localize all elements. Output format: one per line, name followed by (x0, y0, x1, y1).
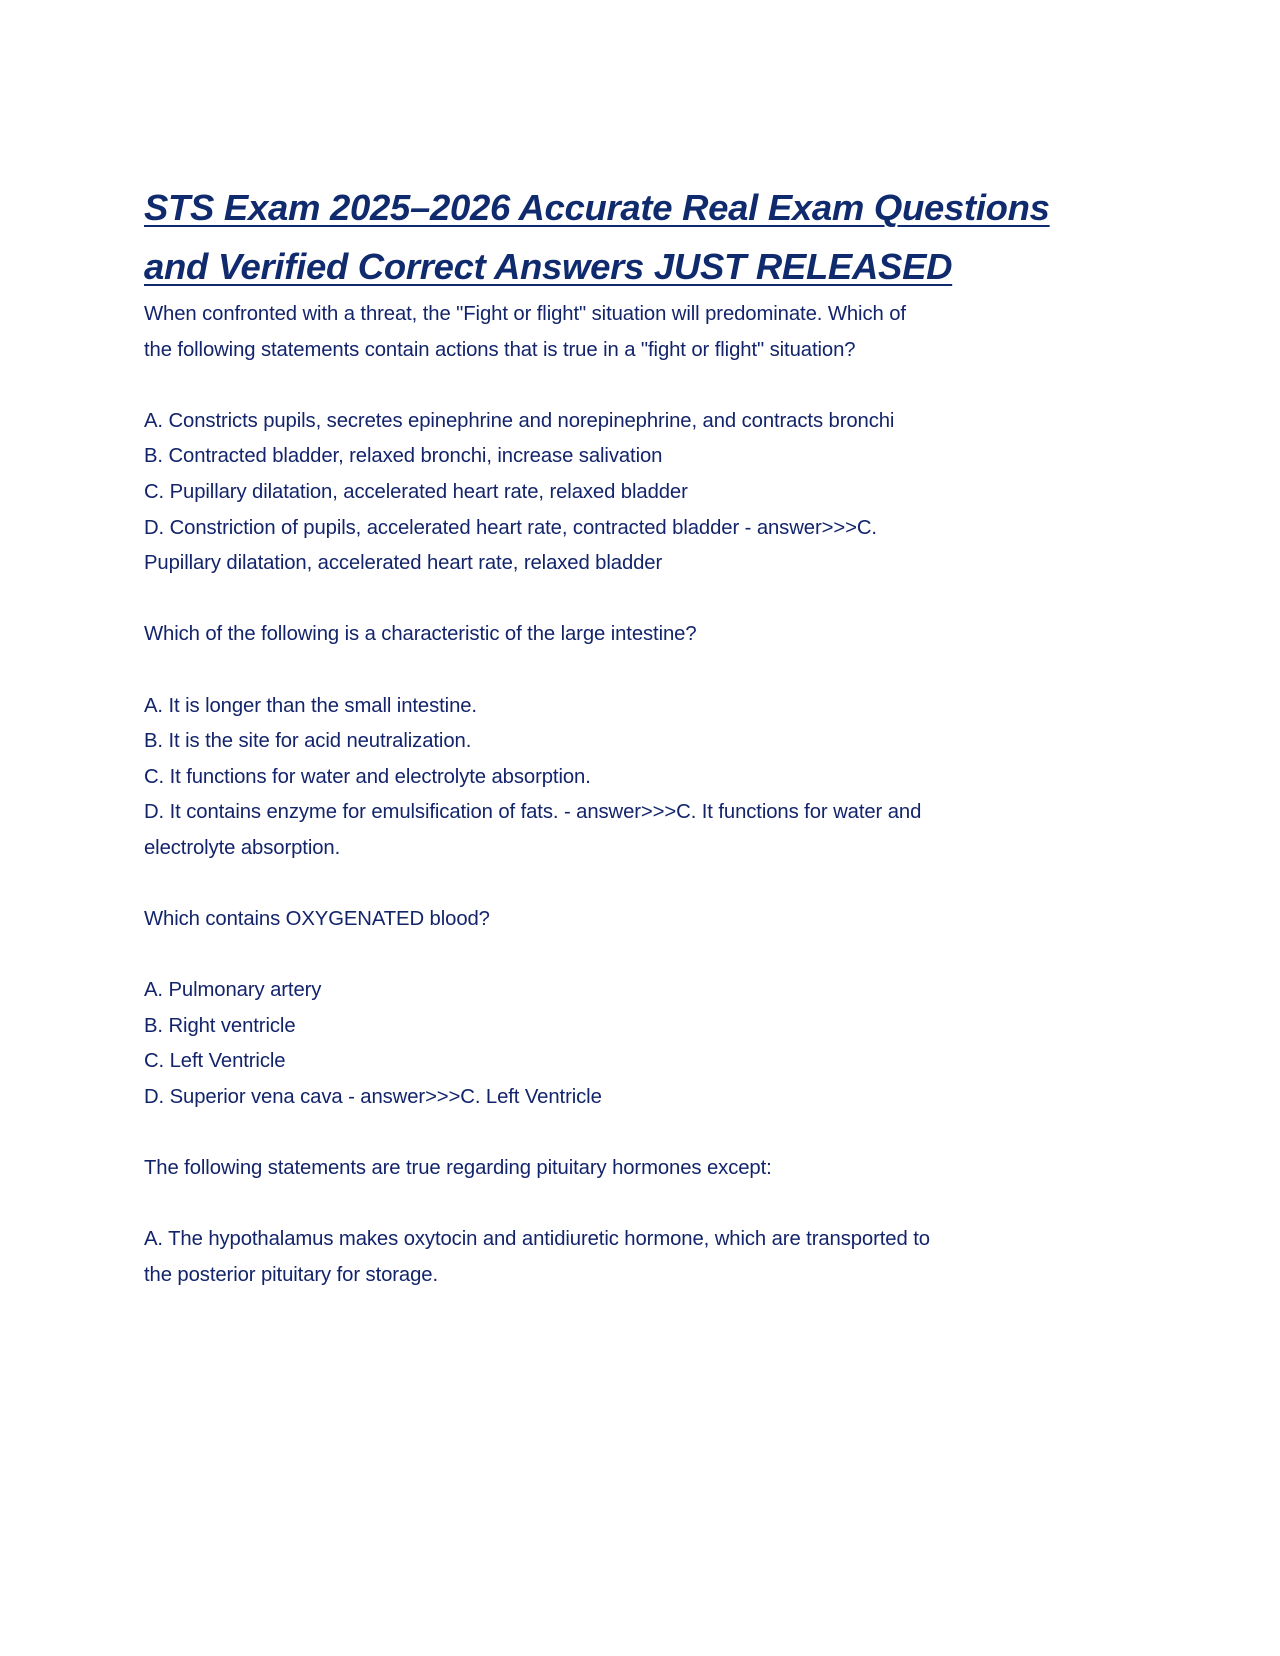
question-stem: When confronted with a threat, the "Fight or flight" situation will predominate. Which of (144, 303, 906, 325)
document-page (144, 178, 1084, 1294)
answer-option: C. Pupillary dilatation, accelerated heart rate, relaxed bladder (144, 480, 688, 503)
answer-option: A. Pulmonary artery (144, 979, 322, 1002)
answer-option: C. It functions for water and electrolyte absorption. (144, 765, 591, 788)
answer-option: A. Constricts pupils, secretes epinephrine and norepinephrine, and contracts bronchi (144, 409, 895, 432)
answer-option: Pupillary dilatation, accelerated heart rate, relaxed bladder (144, 552, 663, 575)
answer-option: B. It is the site for acid neutralization. (144, 730, 472, 753)
document-body (144, 297, 1084, 1294)
answer-option: A. It is longer than the small intestine. (144, 694, 477, 717)
answer-option: A. The hypothalamus makes oxytocin and antidiuretic hormone, which are transported to (144, 1228, 930, 1251)
question-stem: Which of the following is a characteristic of the large intestine? (144, 623, 697, 646)
question-stem: The following statements are true regarding pituitary hormones except: (144, 1157, 772, 1180)
question-stem: Which contains OXYGENATED blood? (144, 908, 490, 931)
answer-option: C. Left Ventricle (144, 1050, 286, 1073)
question-stem: the following statements contain actions that is true in a "fight or flight" situation? (144, 338, 856, 361)
answer-option: electrolyte absorption. (144, 836, 341, 859)
answer-option: B. Contracted bladder, relaxed bronchi, increase salivation (144, 445, 663, 468)
answer-option: D. Superior vena cava - answer>>>C. Left Ventricle (144, 1086, 602, 1109)
answer-option: B. Right ventricle (144, 1014, 296, 1037)
title-line: STS Exam 2025–2026 Accurate Real Exam Questions (144, 187, 1050, 228)
answer-option: D. Constriction of pupils, accelerated heart rate, contracted bladder - answer>>>C. (144, 516, 877, 539)
title-line: and Verified Correct Answers JUST RELEASED (144, 246, 953, 287)
question-block (144, 617, 1084, 866)
answer-option: D. It contains enzyme for emulsification of fats. - answer>>>C. It functions for water and (144, 801, 922, 824)
question-block (144, 297, 1084, 582)
question-block (144, 1151, 1084, 1293)
answer-option: the posterior pituitary for storage. (144, 1264, 439, 1287)
question-block (144, 902, 1084, 1116)
document-title (144, 178, 1084, 296)
